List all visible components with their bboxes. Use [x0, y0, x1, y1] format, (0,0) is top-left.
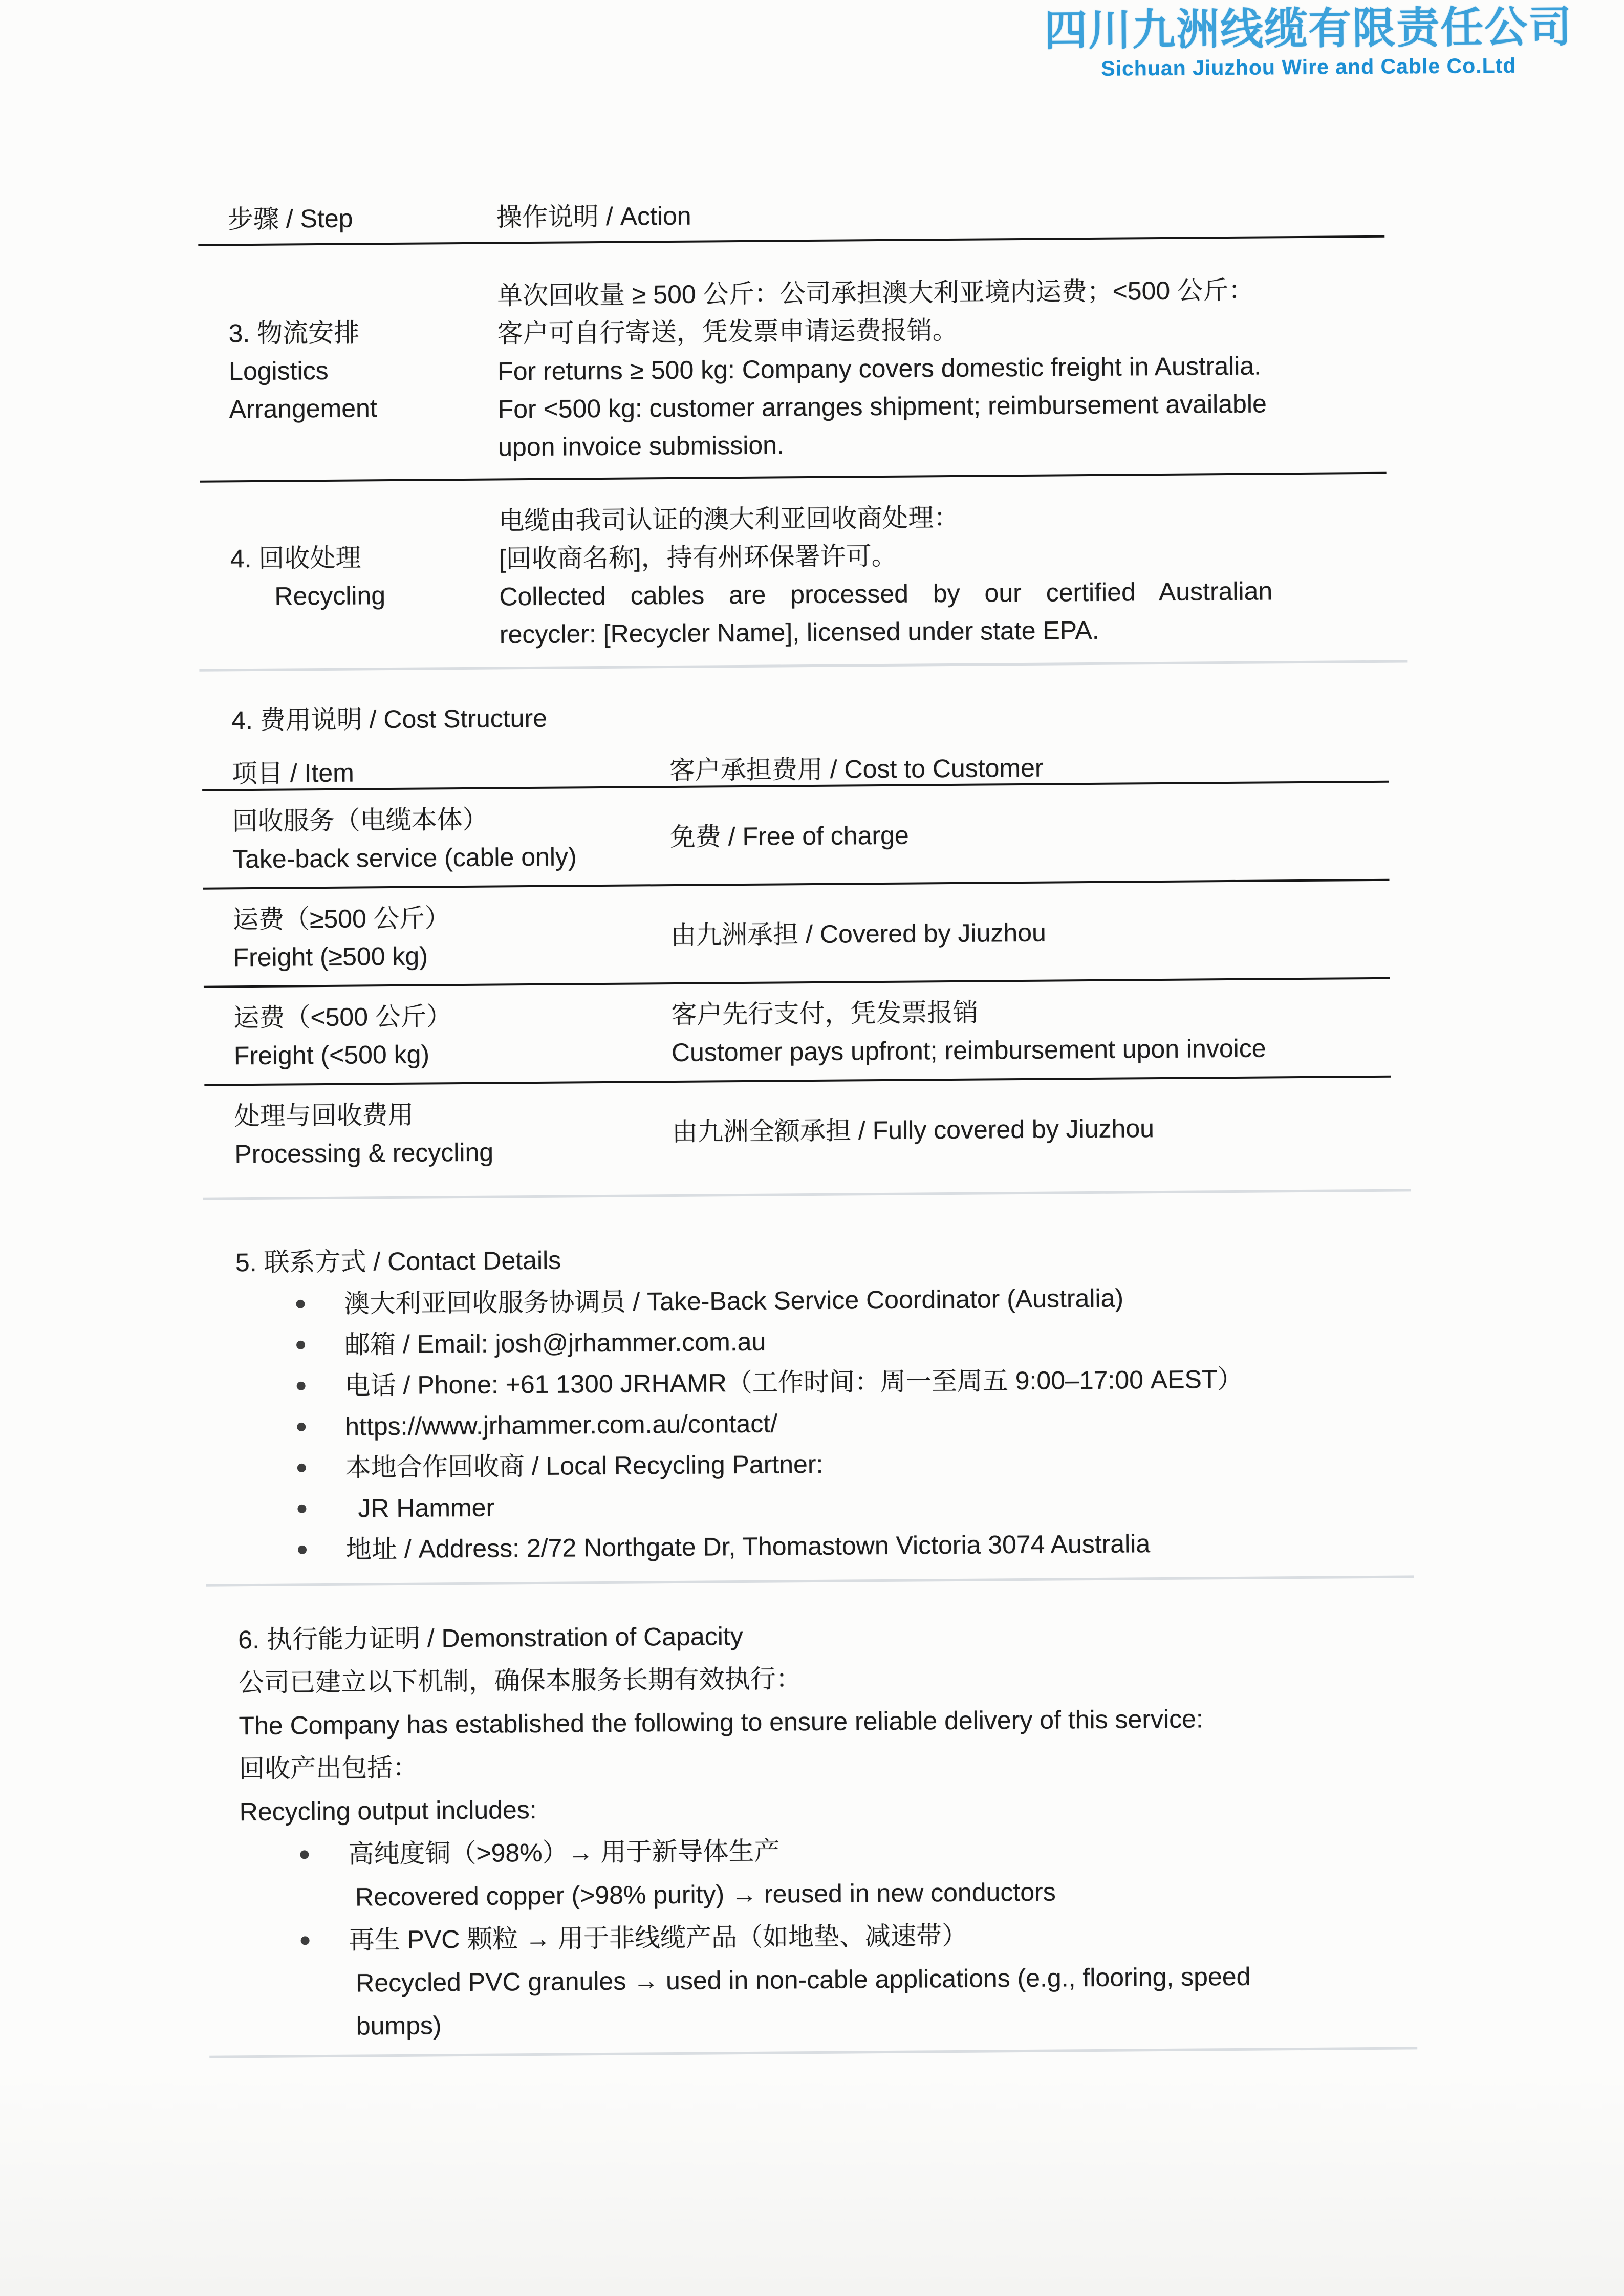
action-line: 单次回收量 ≥ 500 公斤：公司承担澳大利亚境内运费；<500 公斤： [496, 275, 1254, 310]
paragraph: 公司已建立以下机制，确保本服务长期有效执行： [238, 1664, 802, 1698]
table-row-freight-under-500 [233, 977, 1624, 1084]
contact-partner-name: JR Hammer [358, 1493, 495, 1523]
bullet-dot-icon [297, 1382, 306, 1390]
item-cell [233, 996, 672, 1075]
action-line: Collected cables are processed by our certified Australian [499, 576, 1273, 611]
item-cell [232, 799, 670, 878]
step-label: 3. 物流安排 [228, 318, 360, 348]
action-column-header: 操作说明 / Action [496, 201, 691, 232]
table-row-recycling [230, 472, 1622, 658]
paragraph: The Company has established the following to ensure reliable delivery of this service: [239, 1704, 1204, 1741]
capacity-paragraphs [239, 1651, 1624, 1833]
divider [206, 1575, 1414, 1586]
cost-structure-section [231, 694, 1624, 1200]
contact-email: 邮箱 / Email: josh@jrhammer.com.au [344, 1327, 766, 1359]
steps-table [228, 194, 1622, 671]
divider [199, 660, 1407, 671]
item-cell [233, 897, 671, 976]
step-label: 4. 回收处理 [230, 543, 361, 573]
steps-table-header-row [228, 194, 1619, 234]
recycling-output-copper-cn: 高纯度铜（>98%）→ 用于新导体生产 [348, 1836, 780, 1869]
cost-value: Customer pays upfront; reimbursement upon invoice [671, 1034, 1266, 1067]
step-label: Recycling [274, 581, 386, 611]
item-label-cn: 回收服务（电缆本体） [232, 805, 488, 836]
bullet-dot-icon [296, 1341, 305, 1349]
table-row-processing [234, 1076, 1624, 1182]
divider [209, 2047, 1417, 2058]
action-line: recycler: [Recycler Name], licensed under state EPA. [499, 615, 1099, 649]
recycling-output-pvc-cn: 再生 PVC 颗粒 → 用于非线缆产品（如地垫、减速带） [349, 1921, 968, 1955]
step-label: Arrangement [229, 394, 377, 424]
table-row-logistics [228, 235, 1620, 471]
step-cell [228, 276, 499, 468]
item-label-cn: 运费（<500 公斤） [233, 1002, 452, 1033]
item-label-cn: 运费（≥500 公斤） [232, 904, 450, 934]
contact-recycling-partner: 本地合作回收商 / Local Recycling Partner: [345, 1449, 824, 1482]
section-title-contact-details: 5. 联系方式 / Contact Details [235, 1246, 561, 1277]
recycling-output-pvc-en-2: bumps) [356, 2011, 442, 2041]
cost-value: 免费 / Free of charge [669, 821, 909, 852]
item-label-en: Freight (<500 kg) [233, 1040, 430, 1070]
item-label-cn: 处理与回收费用 [234, 1100, 414, 1131]
bullet-dot-icon [300, 1850, 309, 1859]
step-label: Logistics [228, 356, 329, 386]
cost-column-header: 客户承担费用 / Cost to Customer [669, 753, 1044, 785]
cost-cell [672, 1087, 1624, 1170]
divider [203, 1189, 1411, 1200]
cost-value: 由九洲承担 / Covered by Jiuzhou [670, 918, 1047, 950]
contact-details-section [235, 1236, 1624, 1586]
cost-value: 由九洲全额承担 / Fully covered by Jiuzhou [672, 1114, 1155, 1147]
action-cell [497, 268, 1621, 466]
company-logo [1044, 3, 1573, 81]
paragraph: Recycling output includes: [239, 1795, 537, 1827]
action-line: [回收商名称]，持有州环保署许可。 [499, 541, 897, 573]
contact-url: https://www.jrhammer.com.au/contact/ [345, 1409, 778, 1441]
action-line: 客户可自行寄送，凭发票申请运费报销。 [497, 315, 958, 348]
action-line: For returns ≥ 500 kg: Company covers domestic freight in Australia. [497, 351, 1262, 386]
item-label-en: Freight (≥500 kg) [233, 941, 428, 972]
recycling-output-pvc-en: Recycled PVC granules → used in non-cable applications (e.g., flooring, speed [356, 1962, 1251, 1998]
contact-address: 地址 / Address: 2/72 Northgate Dr, Thomastown Victoria 3074 Australia [345, 1529, 1151, 1564]
paragraph: 回收产出包括： [239, 1753, 419, 1784]
steps-column-header: 步骤 / Step [227, 204, 353, 234]
table-row-freight-over-500 [233, 879, 1624, 985]
contact-phone: 电话 / Phone: +61 1300 JRHAMR（工作时间：周一至周五 9:00–17:00 AEST） [344, 1364, 1243, 1400]
bullet-dot-icon [297, 1464, 306, 1472]
action-line: upon invoice submission. [498, 431, 785, 462]
contact-list [235, 1274, 1624, 1571]
item-cell [234, 1094, 673, 1173]
step-cell [230, 502, 500, 655]
item-label-en: Processing & recycling [234, 1138, 494, 1169]
cost-value: 客户先行支付，凭发票报销 [671, 998, 979, 1029]
table-row-takeback [232, 781, 1623, 887]
action-line: 电缆由我司认证的澳大利亚回收商处理： [499, 503, 960, 535]
item-label-en: Take-back service (cable only) [232, 842, 577, 874]
contact-coordinator: 澳大利亚回收服务协调员 / Take-Back Service Coordinator (Australia) [344, 1283, 1124, 1318]
action-line: For <500 kg: customer arranges shipment; reimbursement available [497, 389, 1267, 424]
bullet-dot-icon [297, 1423, 306, 1431]
bullet-dot-icon [297, 1505, 306, 1513]
cost-cell [669, 792, 1623, 875]
capacity-section [238, 1613, 1624, 2058]
recycling-output-copper-en: Recovered copper (>98% purity) → reused in new conductors [355, 1877, 1056, 1912]
company-name-chinese: 四川九洲线缆有限责任公司 [1044, 3, 1573, 55]
section-title-cost-structure: 4. 费用说明 / Cost Structure [231, 703, 548, 735]
item-column-header: 项目 / Item [231, 758, 355, 788]
section-title-capacity: 6. 执行能力证明 / Demonstration of Capacity [238, 1622, 743, 1655]
action-cell [499, 493, 1622, 653]
bullet-dot-icon [296, 1300, 305, 1308]
cost-cell [671, 989, 1624, 1071]
company-name-english: Sichuan Jiuzhou Wire and Cable Co.Ltd [1101, 53, 1517, 80]
bullet-dot-icon [301, 1936, 310, 1945]
cost-cell [670, 890, 1624, 973]
bullet-dot-icon [298, 1546, 307, 1554]
